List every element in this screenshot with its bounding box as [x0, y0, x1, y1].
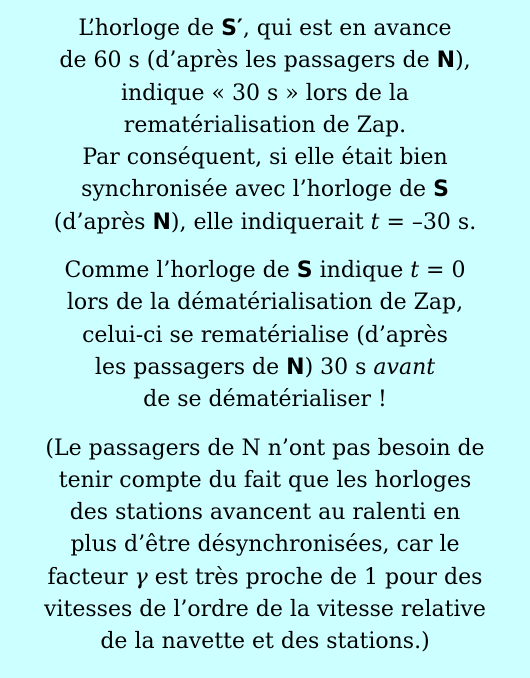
text-line	[0, 78, 530, 110]
text-line	[0, 320, 530, 352]
text-line	[0, 562, 530, 594]
text-line	[0, 45, 530, 77]
paragraph-clock-offset	[0, 13, 530, 239]
text-run: = –30 s.	[379, 209, 477, 235]
frame-label: S′	[221, 16, 243, 41]
text-run: (Le passagers de N n’ont pas besoin de	[45, 435, 485, 461]
paragraph-note-gamma-factor	[0, 433, 530, 659]
text-run: ),	[455, 48, 471, 74]
text-line	[0, 626, 530, 658]
text-run: Comme l’horloge de	[64, 258, 297, 284]
text-line	[0, 384, 530, 416]
frame-label: N	[152, 209, 171, 235]
text-run: de 60 s (d’après les passagers de	[59, 48, 437, 74]
text-run: facteur	[47, 564, 135, 590]
text-run: des stations avancent au ralenti en	[69, 500, 461, 526]
frame-label: S	[296, 258, 313, 284]
text-line	[0, 465, 530, 497]
text-run: les passagers de	[94, 354, 287, 380]
math-symbol: avant	[373, 354, 436, 380]
frame-label: S	[433, 177, 449, 203]
text-run: (d’après	[53, 209, 153, 235]
text-run: Par conséquent, si elle était bien	[82, 145, 448, 171]
math-symbol: γ	[134, 564, 148, 590]
paragraph-rematerialisation-before	[0, 255, 530, 416]
text-run: de se dématérialiser !	[143, 387, 387, 413]
text-line	[0, 174, 530, 206]
text-run: = 0	[419, 258, 466, 284]
text-line	[0, 497, 530, 529]
math-symbol: t	[370, 209, 380, 235]
text-line	[0, 13, 530, 45]
text-run: de la navette et des stations.)	[100, 629, 430, 655]
text-run: L’horloge de	[78, 16, 222, 41]
text-run: ) 30 s	[304, 354, 374, 380]
text-line	[0, 207, 530, 239]
text-run: indique « 30 s » lors de la	[120, 80, 410, 106]
text-line	[0, 529, 530, 561]
math-symbol: t	[410, 258, 420, 284]
text-run: tenir compte du fait que les horloges	[58, 467, 472, 493]
text-run: synchronisée avec l’horloge de	[81, 177, 434, 203]
text-run: vitesses de l’ordre de la vitesse relative	[44, 597, 486, 623]
text-line	[0, 255, 530, 287]
text-line	[0, 433, 530, 465]
text-line	[0, 352, 530, 384]
text-run: est très proche de 1 pour des	[147, 564, 483, 590]
text-run: rematérialisation de Zap.	[123, 112, 407, 138]
text-run: plus d’être désynchronisées, car le	[70, 532, 460, 558]
frame-label: N	[436, 48, 456, 74]
text-line	[0, 287, 530, 319]
text-run: celui-ci se rematérialise (d’après	[82, 322, 448, 348]
text-line	[0, 110, 530, 142]
text-line	[0, 142, 530, 174]
text-run: ), elle indiquerait	[170, 209, 371, 235]
frame-label: N	[286, 354, 305, 380]
text-run: indique	[312, 258, 411, 284]
text-run: , qui est en avance	[242, 16, 452, 41]
text-line	[0, 594, 530, 626]
text-run: lors de la dématérialisation de Zap,	[66, 290, 464, 316]
